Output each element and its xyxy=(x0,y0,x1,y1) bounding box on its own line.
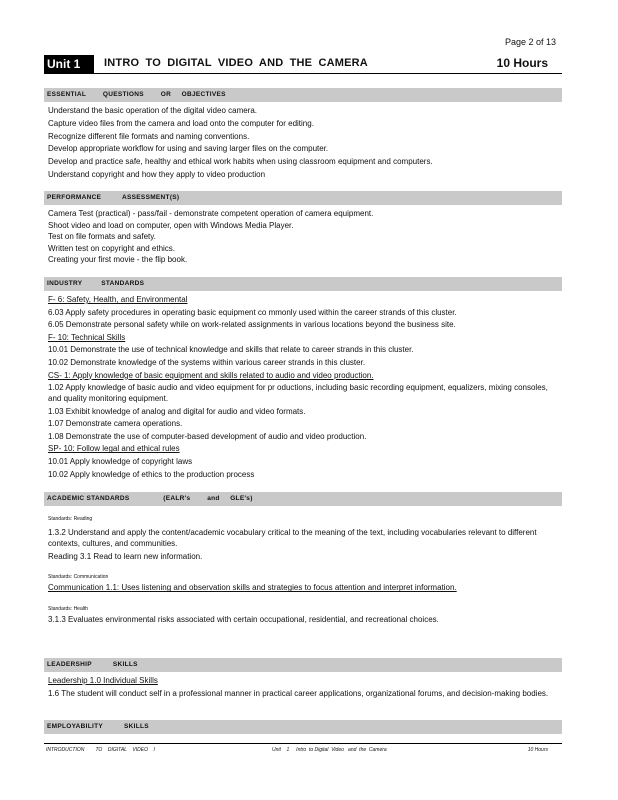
page-footer xyxy=(44,743,562,757)
standard-item: 10.02 Apply knowledge of ethics to the production process xyxy=(48,469,255,479)
industry-bar: INDUSTRY STANDARDS xyxy=(44,277,562,291)
standard-item: 10.01 Demonstrate the use of technical knowledge and skills that relate to career strands in this cluster. xyxy=(48,345,414,355)
standards-label: Standards: Communication xyxy=(48,574,109,581)
footer-course: INTRODUCTION TO DIGITAL VIDEO I xyxy=(46,747,155,753)
academic-bar: ACADEMIC STANDARDS (EALR's and GLE's) xyxy=(44,492,562,506)
standard-item: 1.03 Exhibit knowledge of analog and digital for audio and video formats. xyxy=(48,406,306,416)
academic-body xyxy=(44,506,562,627)
performance-bar: PERFORMANCE ASSESSMENT(S) xyxy=(44,191,562,205)
footer-hours: 10 Hours xyxy=(527,747,548,753)
standard-item: 1.07 Demonstrate camera operations. xyxy=(48,419,183,429)
standard-heading: SP- 10: Follow legal and ethical rules xyxy=(48,444,180,454)
unit-label: Unit 1 xyxy=(44,55,94,73)
standard-item: Reading 3.1 Read to learn new information. xyxy=(48,551,203,561)
list-item: Understand the basic operation of the digital video camera. xyxy=(48,106,258,115)
essential-section xyxy=(44,88,562,182)
footer-unit: Unit 1 Intro to Digital Video and the Camera xyxy=(272,747,387,753)
leadership-section xyxy=(44,658,562,700)
standard-item: Communication 1.1: Uses listening and observation skills and strategies to focus attention and interpret information. xyxy=(48,583,457,593)
unit-hours: 10 Hours xyxy=(496,56,548,70)
list-item: Camera Test (practical) - pass/fail - demonstrate competent operation of camera equipment. xyxy=(48,209,374,218)
academic-section xyxy=(44,492,562,627)
page-number: Page 2 of 13 xyxy=(504,37,556,47)
standard-item: 3.1.3 Evaluates environmental risks associated with certain occupational, residential, and recreational choices. xyxy=(48,615,439,625)
performance-section xyxy=(44,191,562,266)
performance-body xyxy=(44,205,562,266)
essential-bar: ESSENTIAL QUESTIONS OR OBJECTIVES xyxy=(44,88,562,102)
standard-item: 1.02 Apply knowledge of basic audio and video equipment for pr oductions, including basic recording equipment, equalizers, mixing consoles, and quality monitoring equipment. xyxy=(48,383,548,404)
list-item: Recognize different file formats and naming conventions. xyxy=(48,131,250,141)
skills-heading: Leadership 1.0 Individual Skills xyxy=(48,676,158,685)
standard-item: 1.08 Demonstrate the use of computer-based development of audio and video production. xyxy=(48,431,367,441)
list-item: Develop appropriate workflow for using and saving larger files on the computer. xyxy=(48,144,329,154)
standard-item: 10.01 Apply knowledge of copyright laws xyxy=(48,457,193,467)
leadership-bar: LEADERSHIP SKILLS xyxy=(44,658,562,672)
standard-heading: F- 10: Technical Skills xyxy=(48,332,126,342)
list-item: Written test on copyright and ethics. xyxy=(48,243,176,253)
standard-item: 10.02 Demonstrate knowledge of the systems within various career strands in this cluster. xyxy=(48,357,366,367)
standard-item: 6.03 Apply safety procedures in operating basic equipment co mmonly used within the career strands of this cluster. xyxy=(48,307,457,317)
list-item: Shoot video and load on computer, open with Windows Media Player. xyxy=(48,220,294,230)
list-item: Creating your first movie - the flip book. xyxy=(48,255,188,264)
unit-header xyxy=(44,55,562,74)
industry-body xyxy=(44,291,562,481)
standards-label: Standards: Reading xyxy=(48,516,93,522)
essential-body xyxy=(44,102,562,182)
standard-heading: CS- 1: Apply knowledge of basic equipment and skills related to audio and video production. xyxy=(48,370,374,380)
employability-bar: EMPLOYABILITY SKILLS xyxy=(44,720,562,734)
skills-item: 1.6 The student will conduct self in a professional manner in practical career applications, organizational forums, and decision-making bodies. xyxy=(48,688,549,698)
standard-item: 6.05 Demonstrate personal safety while on work-related assignments in various locations beyond the business site. xyxy=(48,320,456,330)
list-item: Develop and practice safe, healthy and ethical work habits when using classroom equipment and computers. xyxy=(48,157,433,167)
list-item: Capture video files from the camera and load onto the computer for editing. xyxy=(48,118,314,128)
leadership-body xyxy=(44,672,562,699)
industry-section xyxy=(44,277,562,481)
standard-heading: F- 6: Safety, Health, and Environmental xyxy=(48,295,188,304)
list-item: Understand copyright and how they apply to video production xyxy=(48,169,266,179)
employability-section xyxy=(44,720,562,734)
list-item: Test on file formats and safety. xyxy=(48,232,156,241)
unit-title: INTRO TO DIGITAL VIDEO AND THE CAMERA xyxy=(104,57,368,69)
standards-label: Standards: Health xyxy=(48,606,89,613)
standard-item: 1.3.2 Understand and apply the content/academic vocabulary critical to the meaning of the text, including vocabularies relevant to different contexts, cultures, and communities. xyxy=(48,528,537,548)
